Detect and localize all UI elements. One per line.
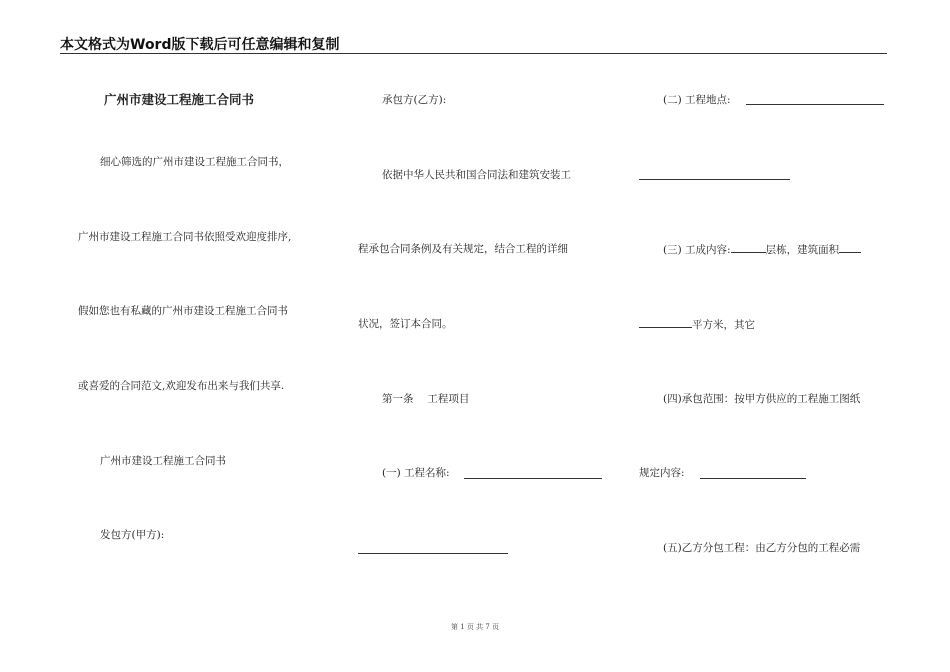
project-name-label: (一) 工程名称: xyxy=(382,467,450,479)
project-content-line xyxy=(663,242,861,257)
area-blank xyxy=(839,242,861,253)
col1-paragraph-2: 广州市建设工程施工合同书依照受欢迎度排序, xyxy=(78,231,292,243)
area-unit-line xyxy=(639,317,755,332)
party-a-label: 发包方(甲方): xyxy=(100,529,165,541)
contract-scope-text: (四)承包范围：按甲方供应的工程施工图纸 xyxy=(663,393,861,405)
project-location-blank-2 xyxy=(639,179,790,180)
page-number: 第 1 页 共 7 页 xyxy=(450,623,500,631)
specified-content-label: 规定内容: xyxy=(639,467,685,479)
floors-area-text: 层栋，建筑面积 xyxy=(765,244,840,256)
area-unit-text: 平方米，其它 xyxy=(692,319,755,331)
project-name-blank xyxy=(464,478,602,479)
col2-paragraph-3: 状况，签订本合同。 xyxy=(358,318,453,330)
col2-paragraph-1: 依据中华人民共和国合同法和建筑安装工 xyxy=(382,169,571,181)
col1-paragraph-4: 或喜爱的合同范文,欢迎发布出来与我们共享. xyxy=(78,380,285,392)
project-content-label: (三) 工成内容: xyxy=(663,244,731,256)
col1-subtitle: 广州市建设工程施工合同书 xyxy=(100,455,226,467)
party-b-label: 承包方(乙方): xyxy=(382,94,447,106)
header-divider xyxy=(60,53,887,54)
floors-blank xyxy=(731,242,766,253)
col2-paragraph-2: 程承包合同条例及有关规定，结合工程的详细 xyxy=(358,243,568,255)
party-a-blank-line xyxy=(358,553,508,554)
project-location-label: (二) 工程地点: xyxy=(663,94,731,106)
col1-paragraph-1: 细心筛选的广州市建设工程施工合同书， xyxy=(100,156,289,168)
specified-content-blank xyxy=(700,478,806,479)
subcontract-text: (五)乙方分包工程：由乙方分包的工程必需 xyxy=(663,542,861,554)
article-one-heading: 第一条 工程项目 xyxy=(382,393,470,405)
contract-title: 广州市建设工程施工合同书 xyxy=(104,92,255,107)
document-header: 本文格式为Word版下载后可任意编辑和复制 xyxy=(60,37,340,53)
area-value-blank xyxy=(639,317,692,328)
project-location-blank xyxy=(746,104,884,105)
col1-paragraph-3: 假如您也有私藏的广州市建设工程施工合同书 xyxy=(78,305,288,317)
